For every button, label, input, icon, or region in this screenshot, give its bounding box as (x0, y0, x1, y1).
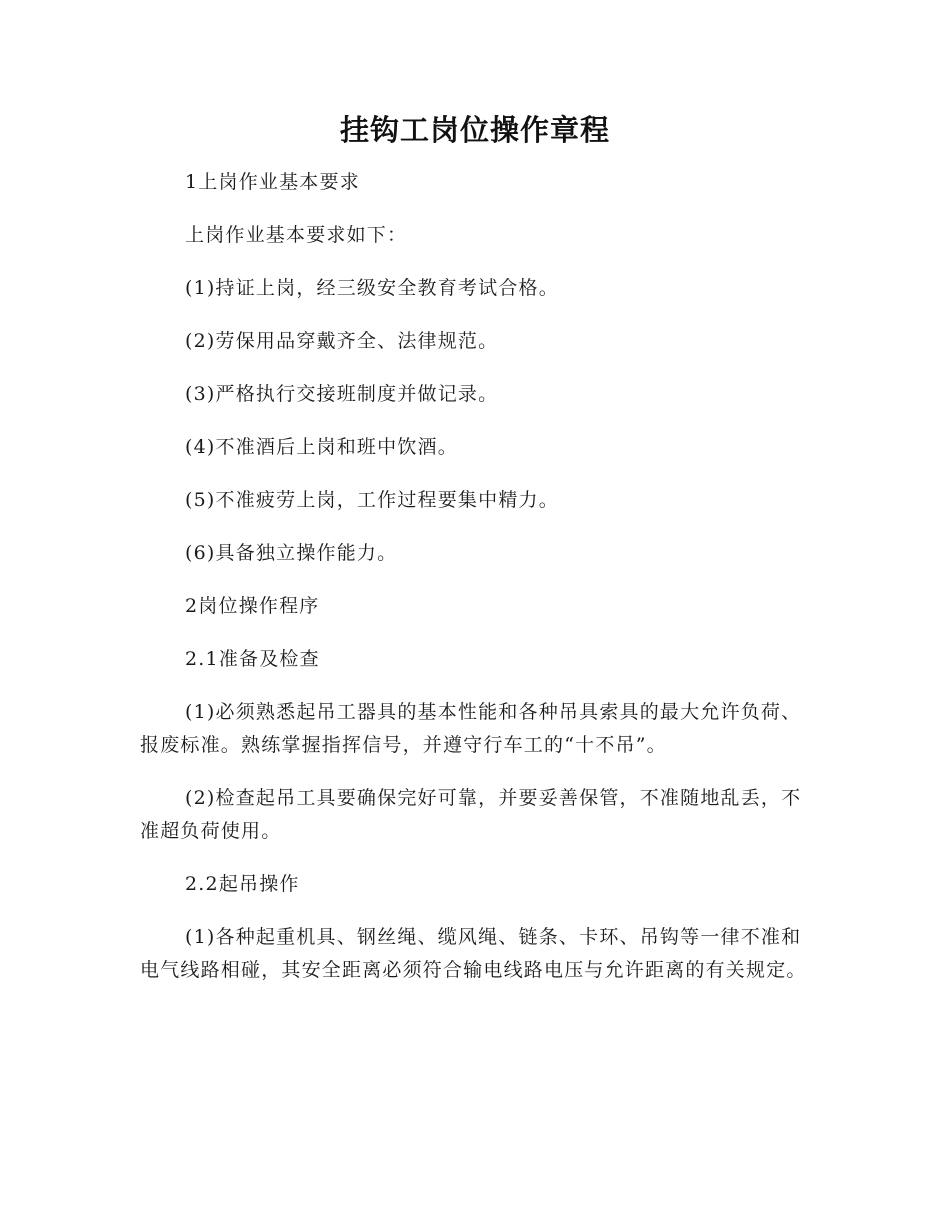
section-heading-1: 1上岗作业基本要求 (185, 171, 360, 193)
requirement-item-2: (2)劳保用品穿戴齐全、法律规范。 (185, 330, 499, 352)
subsection-heading-2-2: 2.2起吊操作 (185, 873, 300, 895)
lifting-item-1: (1)各种起重机具、钢丝绳、缆风绳、链条、卡环、吊钩等一律不准和电气线路相碰，其安全距离必须符合输电线路电压与允许距离的有关规定。 (140, 926, 807, 981)
inspection-item-1: (1)必须熟悉起吊工器具的基本性能和各种吊具索具的最大允许负荷、报废标准。熟练掌握指挥信号，并遵守行车工的“十不吊”。 (140, 701, 802, 756)
requirement-item-3: (3)严格执行交接班制度并做记录。 (185, 383, 499, 405)
requirement-item-1: (1)持证上岗，经三级安全教育考试合格。 (185, 277, 559, 299)
requirement-item-6: (6)具备独立操作能力。 (185, 542, 398, 564)
document-title: 挂钩工岗位操作章程 (339, 113, 610, 147)
requirement-item-5: (5)不准疲劳上岗，工作过程要集中精力。 (185, 489, 559, 511)
inspection-item-2: (2)检查起吊工具要确保完好可靠，并要妥善保管，不准随地乱丢，不准超负荷使用。 (140, 787, 802, 842)
requirement-item-4: (4)不准酒后上岗和班中饮酒。 (185, 436, 458, 458)
subsection-heading-2-1: 2.1准备及检查 (185, 648, 320, 670)
section-heading-2: 2岗位操作程序 (185, 595, 320, 617)
document-body (140, 166, 810, 1007)
intro-paragraph: 上岗作业基本要求如下： (185, 224, 408, 246)
